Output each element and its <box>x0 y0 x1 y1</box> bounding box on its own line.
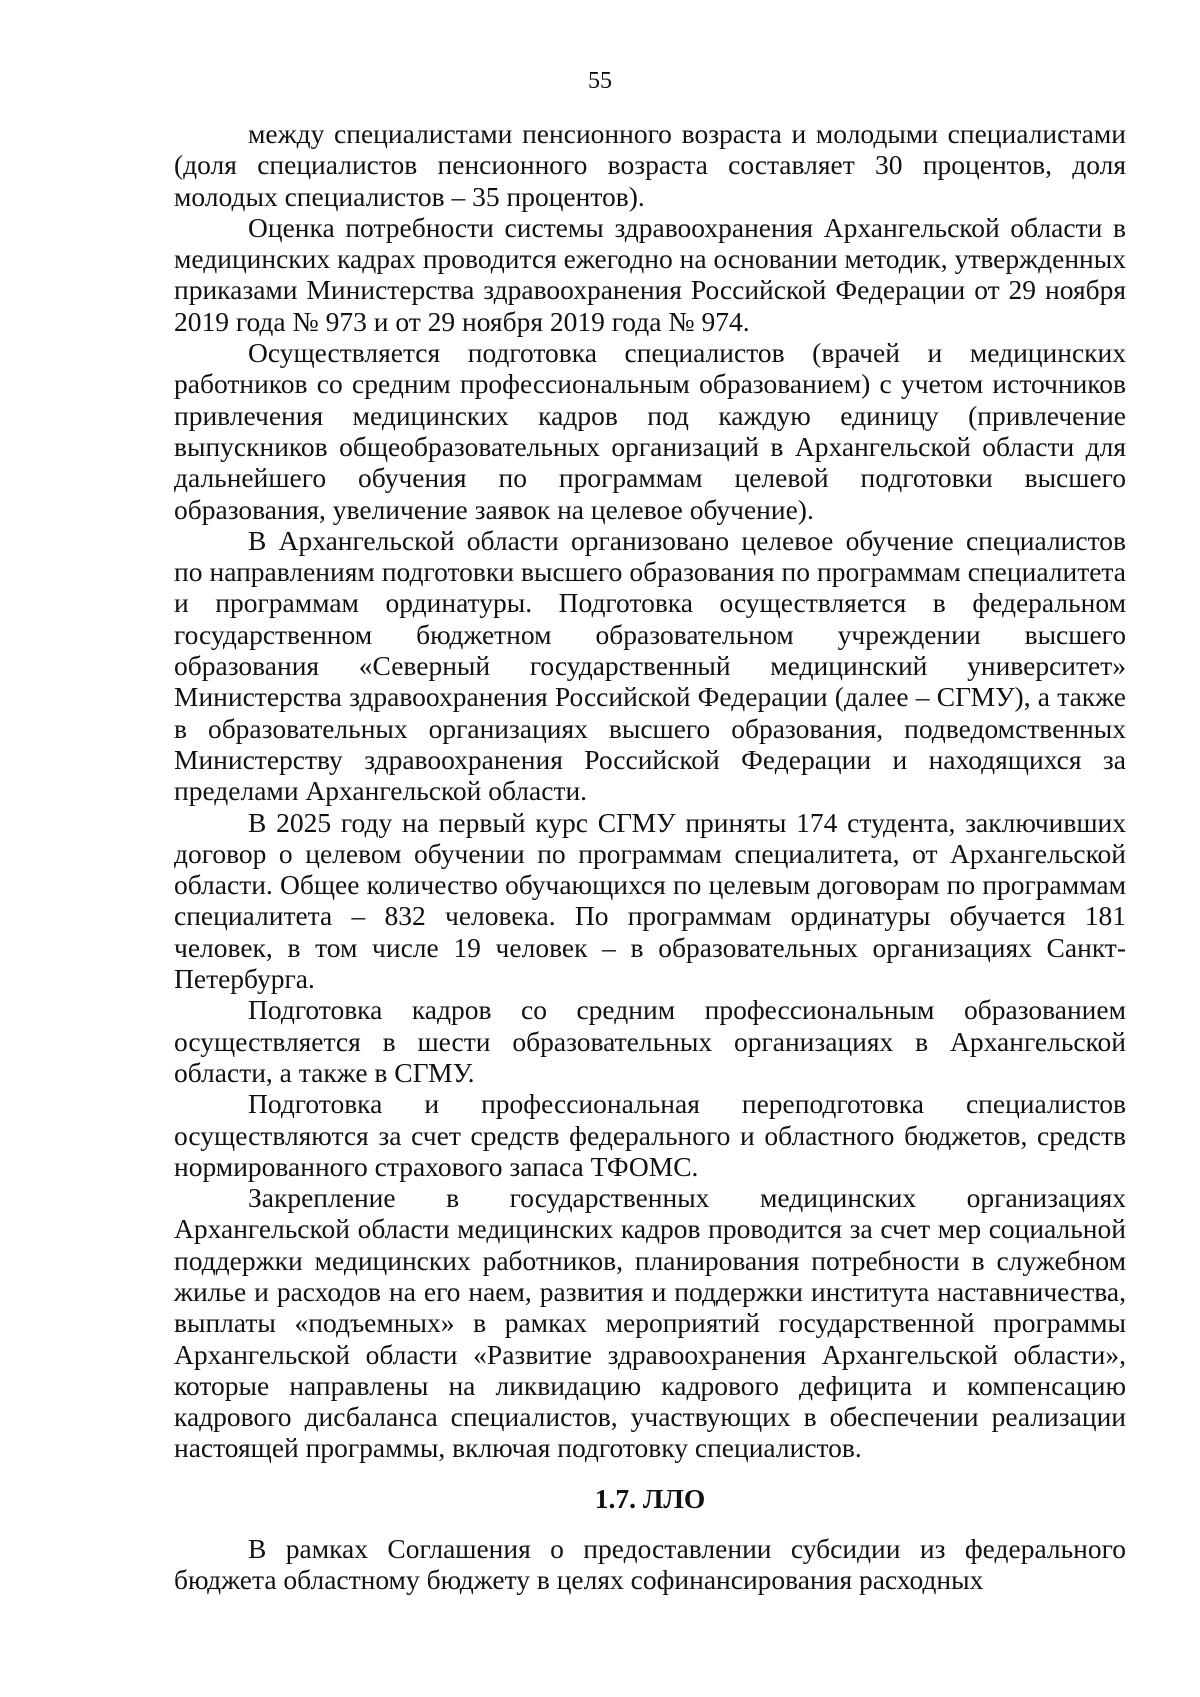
section-heading: 1.7. ЛЛО <box>594 1482 706 1514</box>
paragraph: В рамках Соглашения о предоставлении субсидии из федерального бюджета областному бюджету в целях софинансирования расходных <box>174 1532 1126 1596</box>
paragraph: Оценка потребности системы здравоохранения Архангельской области в медицинских кадрах проводится ежегодно на основании методик, утвержденных приказами Министерства здравоохранения Российской Федерации от 29 ноября 2019 года № 973 и от 29 ноября 2019 года № 974. <box>174 211 1126 337</box>
page-number: 55 <box>588 68 612 94</box>
paragraph: В Архангельской области организовано целевое обучение специалистов по направлениям подготовки высшего образования по программам специалитета и программам ординатуры. Подготовка осуществляется в федеральном государственном бюджетном образовательном учреждении высшего образования «Северный государственный медицинский университет» Министерства здравоохранения Российской Федерации (далее – СГМУ), а также в образовательных организациях высшего образования, подведомственных Министерству здравоохранения Российской Федерации и находящихся за пределами Архангельской области. <box>174 524 1126 807</box>
paragraph: Закрепление в государственных медицинских организациях Архангельской области медицинских кадров проводится за счет мер социальной поддержки медицинских работников, планирования потребности в служебном жилье и расходов на его наем, развития и поддержки института наставничества, выплаты «подъемных» в рамках мероприятий государственной программы Архангельской области «Развитие здравоохранения Архангельской области», которые направлены на ликвидацию кадрового дефицита и компенсацию кадрового дисбаланса специалистов, участвующих в обеспечении реализации настоящей программы, включая подготовку специалистов. <box>174 1182 1126 1464</box>
paragraph: между специалистами пенсионного возраста и молодыми специалистами (доля специалистов пенсионного возраста составляет 30 процентов, доля молодых специалистов – 35 процентов). <box>174 118 1126 212</box>
paragraph: Подготовка кадров со средним профессиональным образованием осуществляется в шести образовательных организациях в Архангельской области, а также в СГМУ. <box>174 994 1126 1088</box>
document-body <box>174 118 1126 1595</box>
paragraph: Подготовка и профессиональная переподготовка специалистов осуществляются за счет средств федерального и областного бюджетов, средств нормированного страхового запаса ТФОМС. <box>174 1088 1126 1182</box>
paragraph: Осуществляется подготовка специалистов (врачей и медицинских работников со средним профессиональным образованием) с учетом источников привлечения медицинских кадров под каждую единицу (привлечение выпускников общеобразовательных организаций в Архангельской области для дальнейшего обучения по программам целевой подготовки высшего образования, увеличение заявок на целевое обучение). <box>174 337 1126 525</box>
paragraph: В 2025 году на первый курс СГМУ приняты 174 студента, заключивших договор о целевом обучении по программам специалитета, от Архангельской области. Общее количество обучающихся по целевым договорам по программам специалитета – 832 человека. По программам ординатуры обучается 181 человек, в том числе 19 человек – в образовательных организациях Санкт-Петербурга. <box>174 806 1126 995</box>
